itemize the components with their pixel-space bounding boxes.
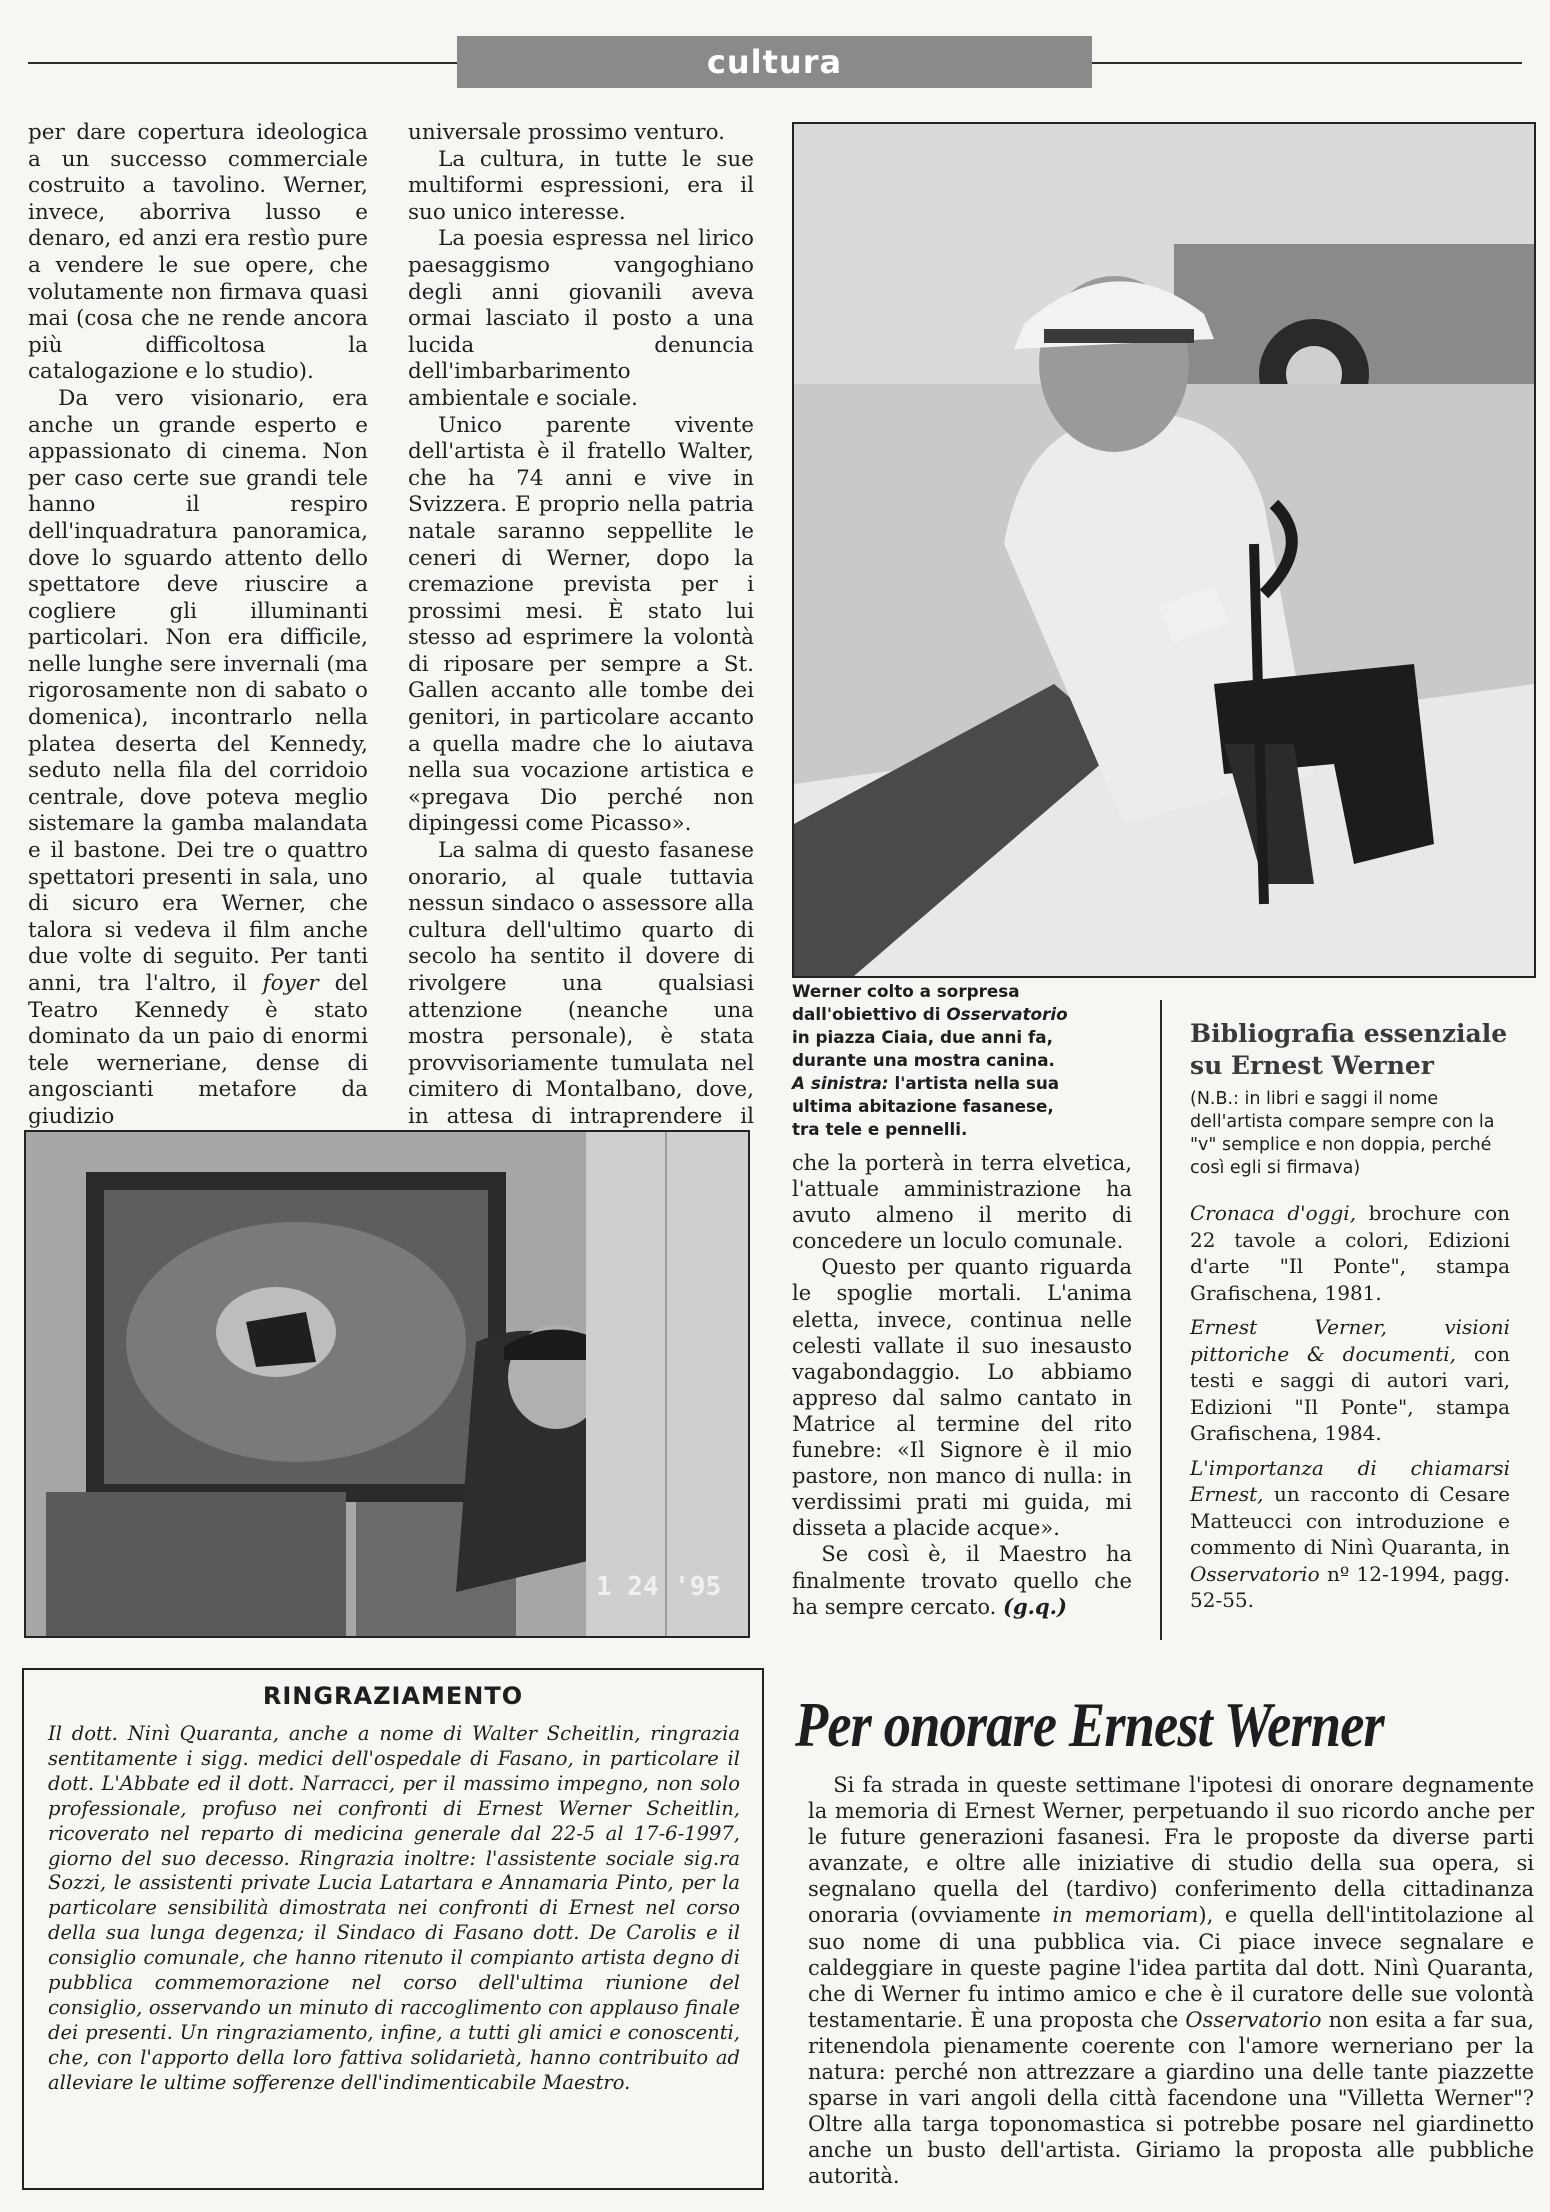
col1-paragraph [28,386,368,1131]
biblio-entry-title: L'importanza di chiamarsi Ernest, [1190,1455,1510,1506]
article2-italic: in memoriam [1052,1903,1199,1928]
article-column-2 [408,120,754,1157]
col2-paragraph: universale prossimo venturo. [408,120,725,145]
caption-text: in piazza Ciaia, due anni fa, durante una mostra canina. [792,1027,1055,1070]
col3-paragraph [792,1541,1132,1619]
col2-paragraph: La cultura, in tutte le sue multiformi espressioni, era il suo unico interesse. [408,146,754,225]
biblio-entry-text: con testi e saggi di autori vari, Edizioni "Il Ponte", stampa Grafischena, 1984. [1190,1341,1510,1445]
article2-text: ), e quella dell'intitolazione al suo nome di una pubblica via. Ci piace invece segnalare e caldeggiare in queste pagine l'idea partita dal dott. Ninì Quaranta, che di Werner fu intimo amico e che è il curatore delle sue volontà testamentarie. È una proposta che [808,1903,1534,2032]
biblio-entry-italic: Osservatorio [1190,1561,1320,1586]
biblio-entry [1190,1314,1510,1447]
photo-timestamp: 1 24 '95 [596,1572,722,1602]
section-banner [457,36,1092,88]
biblio-entry-title: Cronaca d'oggi, [1190,1201,1357,1225]
biblio-entry-text: brochure con 22 tavole a colori, Edizioni d'arte "Il Ponte", stampa Grafischena, 1981. [1190,1201,1510,1305]
biblio-entry-text: un racconto di Cesare Matteucci con introduzione e commento di Ninì Quaranta, in [1190,1482,1510,1559]
caption-text: l'artista nella sua ultima abitazione fasanese, tra tele e pennelli. [792,1073,1060,1139]
biblio-note: (N.B.: in libri e saggi il nome dell'artista compare sempre con la "v" semplice e non doppia, perché così egli si firmava) [1190,1089,1495,1178]
header-rule-right [1092,62,1522,64]
photo-caption [792,980,1072,1141]
col1-text: Da vero visionario, era anche un grande esperto e appassionato di cinema. Non per caso certe sue grandi tele hanno il respiro dell'inquadratura panoramica, dove lo sguardo attento dello spettatore deve riuscire a cogliere gli illuminanti particolari. Non era difficile, nelle lunghe sere invernali (ma rigorosamente non di sabato o domenica), incontrarlo nella platea deserta del Kennedy, seduto nella fila del corridoio centrale, dove poteva meglio sistemare la gamba malandata e il bastone. Dei tre o quattro spettatori presenti in sala, uno di sicuro era Werner, che talora si vedeva il film anche due volte di seguito. Per tanti anni, tra l'altro, il [28,385,368,996]
col2-paragraph: La poesia espressa nel lirico paesaggismo vangoghiano degli anni giovanili aveva ormai lasciato il posto a una lucida denuncia dell'imbarbarimento ambientale e sociale. [408,226,754,411]
photo-werner-bench [792,122,1536,978]
biblio-entry-text: nº 12-1994, pagg. 52-55. [1190,1561,1510,1612]
ringraziamento-box [22,1668,764,2190]
col2-paragraph: Unico parente vivente dell'artista è il fratello Walter, che ha 74 anni e vive in Svizzera. E proprio nella patria natale saranno seppellite le ceneri di Werner, dopo la cremazione prevista per i prossimi mesi. È stato lui stesso ad esprimere la volontà di riposare per sempre a St. Gallen accanto alle tombe dei genitori, in particolare accanto a quella madre che lo aiutava nella sua vocazione artistica e «pregava Dio perché non dipingessi come Picasso». [408,412,754,837]
article-column-1 [28,120,368,1131]
col1-italic: foyer [262,971,319,996]
ringraziamento-text: Il dott. Ninì Quaranta, anche a nome di Walter Scheitlin, ringrazia sentitamente i sigg. medici dell'ospedale di Fasano, in particolare il dott. L'Abbate ed il dott. Narracci, per il massimo impegno, non solo professionale, profuso nei confronti di Ernest Werner Scheitlin, ricoverato nel reparto di medicina generale dal 22-5 al 17-6-1997, giorno del suo decesso. Ringrazia inoltre: l'assistente sociale sig.ra Sozzi, le assistenti private Lucia Latartara e Annamaria Pinto, per la particolare sensibilità dimostrata nei confronti di Ernest nel corso della sua lunga degenza; il Sindaco di Fasano dott. De Carolis e il consiglio comunale, che hanno ritenuto il compianto artista degno di pubblica commemorazione nel corso dell'ultima riunione del consiglio, osservando un minuto di raccoglimento con applauso finale dei presenti. Un ringraziamento, infine, a tutti gli amici e conoscenti, che, con l'apporto della loro fattiva solidarietà, hanno contribuito ad alleviare le ultime sofferenze dell'indimenticabile Maestro. [48,1722,740,2094]
header-rule-left [28,62,458,64]
col1-text: del Teatro Kennedy è stato dominato da un paio di enormi tele werneriane, dense di angoscianti metafore da giudizio [28,971,368,1129]
photo-werner-bench-image [794,124,1534,976]
col1-paragraph: per dare copertura ideologica a un successo commerciale costruito a tavolino. Werner, invece, aborriva lusso e denaro, ed anzi era restìo pure a vendere le sue opere, che volutamente non firmava quasi mai (cosa che ne rende ancora più difficoltosa la catalogazione e lo studio). [28,120,368,385]
caption-text: Werner colto a sorpresa dall'obiettivo di [792,981,1020,1024]
caption-italic: A sinistra: [792,1073,889,1093]
col3-text: Se così è, il Maestro ha finalmente trovato quello che ha sempre cercato. [792,1542,1132,1619]
article2-body [808,1772,1534,2190]
biblio-entry [1190,1455,1510,1614]
article2-headline: Per onorare Ernest Werner [795,1689,1384,1760]
article2-italic: Osservatorio [1185,2007,1322,2032]
article2-text: non esita a far sua, ritenendola pienamente coerente con l'amore werneriano per la natura: perché non attrezzare a giardino una delle tante piazzette sparse in vari angoli della città facendone una "Villetta Werner"? Oltre alla targa toponomastica si potrebbe posare nel giardinetto anche un busto dell'artista. Giriamo la proposta alle pubbliche autorità. [808,2007,1535,2189]
article-column-3 [792,1150,1132,1620]
article2-paragraph [808,1772,1534,2190]
biblio-entry-title: Ernest Verner, visioni pittoriche & documenti, [1190,1315,1510,1366]
col2-paragraph: La salma di questo fasanese onorario, al quale tuttavia nessun sindaco o assessore alla cultura dell'ultimo quarto di secolo ha sentito il dovere di rivolgere una qualsiasi attenzione (neanche una mostra personale), è stata provvisoriamente tumulata nel cimitero di Montalbano, dove, in attesa di intraprendere il [408,838,754,1129]
biblio-title: Bibliografia essenziale su Ernest Werner [1190,1019,1508,1080]
col3-paragraph: Questo per quanto riguarda le spoglie mortali. L'anima eletta, invece, continua nelle celesti vallate il suo inesausto vagabondaggio. Lo abbiamo appreso dal salmo cantato in Matrice al termine del rito funebre: «Il Signore è il mio pastore, non manco di nulla: in verdissimi prati mi guida, mi disseta a placide acque». [792,1255,1132,1541]
photo-werner-studio-image [26,1132,748,1636]
col3-paragraph: che la porterà in terra elvetica, l'attuale amministrazione ha avuto almeno il merito di concedere un loculo comunale. [792,1151,1132,1254]
article2-text: Si fa strada in queste settimane l'ipotesi di onorare degnamente la memoria di Ernest Werner, perpetuando il suo ricordo anche per le future generazioni fasanesi. Fra le proposte da diverse parti avanzate, e oltre alle iniziative di studio della sua opera, si segnalano quella del (tardivo) conferimento della cittadinanza onoraria (ovviamente [808,1773,1534,1928]
biblio-entries [1190,1200,1510,1622]
photo-werner-studio [24,1130,750,1638]
ringraziamento-title: RINGRAZIAMENTO [262,1682,524,1710]
section-title: cultura [706,43,843,81]
author-initials: (g.q.) [1003,1593,1067,1619]
caption-italic: Osservatorio [946,1004,1068,1024]
biblio-divider [1160,1000,1162,1640]
biblio-entry [1190,1200,1510,1306]
